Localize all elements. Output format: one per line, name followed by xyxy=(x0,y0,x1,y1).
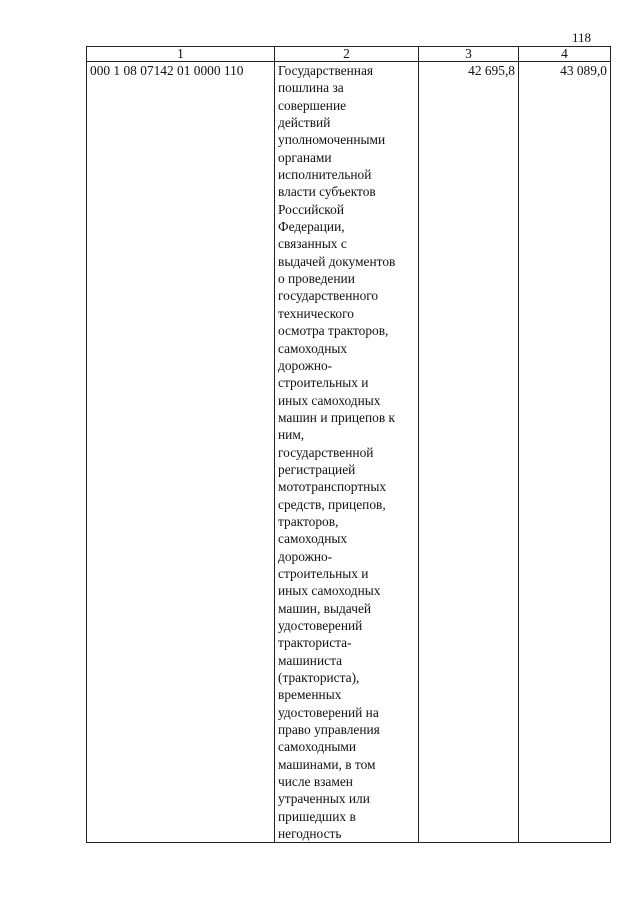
page-number: 118 xyxy=(572,30,592,45)
revenue-name-line: о проведении xyxy=(278,271,355,287)
revenue-name-line: связанных с xyxy=(278,236,347,252)
amount-column-4: 43 089,0 xyxy=(519,62,611,843)
revenue-name-line: выдачей документов xyxy=(278,253,396,269)
revenue-name-line: строительных и xyxy=(278,375,369,391)
revenue-name-line: мототранспортных xyxy=(278,479,387,495)
revenue-name-line: государственного xyxy=(278,288,379,304)
revenue-name-line: тракториста- xyxy=(278,635,352,651)
column-header-1: 1 xyxy=(87,47,275,62)
revenue-name-line: действий xyxy=(278,115,331,131)
classification-code: 000 1 08 07142 01 0000 110 xyxy=(87,62,275,843)
revenue-name-line: дорожно- xyxy=(278,357,333,373)
revenue-name-line: средств, прицепов, xyxy=(278,496,386,512)
revenue-name-line: удостоверений xyxy=(278,618,363,633)
revenue-name-line: пошлина за xyxy=(278,80,344,96)
revenue-name-line: пришедших в xyxy=(278,808,356,824)
revenue-name-line: машиниста xyxy=(278,652,343,668)
table-row xyxy=(87,62,611,843)
revenue-name-line: иных самоходных xyxy=(278,583,381,599)
revenue-name-line: утраченных или xyxy=(278,791,370,807)
revenue-name-line: негодность xyxy=(278,826,342,842)
revenue-name-line: иных самоходных xyxy=(278,392,381,408)
revenue-name-line: временных xyxy=(278,687,342,703)
column-header-3: 3 xyxy=(419,47,519,62)
column-header-2: 2 xyxy=(275,47,419,62)
revenue-name-line: Российской xyxy=(278,201,344,217)
revenue-name-line: технического xyxy=(278,305,354,321)
revenue-name-line: машин и прицепов к xyxy=(278,409,396,425)
revenue-name-line: уполномоченными xyxy=(278,132,386,148)
revenue-name-line: дорожно- xyxy=(278,548,333,564)
revenue-name-line: государственной xyxy=(278,444,374,460)
revenue-name-line: Государственная xyxy=(278,63,374,78)
table-header-row xyxy=(87,47,611,62)
revenue-name-line: осмотра тракторов, xyxy=(278,323,389,339)
column-header-4: 4 xyxy=(519,47,611,62)
revenue-name-line: исполнительной xyxy=(278,167,372,183)
revenue-name-line: строительных и xyxy=(278,565,369,581)
revenue-name-line: удостоверений на xyxy=(278,704,379,720)
budget-table xyxy=(86,46,611,843)
revenue-name-line: (тракториста), xyxy=(278,670,360,686)
revenue-name-line: машинами, в том xyxy=(278,756,376,772)
revenue-name-line: самоходными xyxy=(278,739,356,755)
revenue-name-line: самоходных xyxy=(278,340,348,356)
revenue-name-line: машин, выдачей xyxy=(278,600,372,616)
revenue-name-line: регистрацией xyxy=(278,461,356,477)
revenue-name-line: тракторов, xyxy=(278,513,339,529)
revenue-name-line: власти субъектов xyxy=(278,184,376,200)
revenue-name-line: право управления xyxy=(278,722,380,738)
revenue-name-line: числе взамен xyxy=(278,774,353,790)
revenue-name xyxy=(275,62,419,843)
revenue-name-line: совершение xyxy=(278,97,347,113)
revenue-name-line: органами xyxy=(278,149,332,165)
amount-column-3: 42 695,8 xyxy=(419,62,519,843)
revenue-name-line: ним, xyxy=(278,427,305,443)
revenue-name-line: самоходных xyxy=(278,531,348,547)
revenue-name-line: Федерации, xyxy=(278,219,345,235)
